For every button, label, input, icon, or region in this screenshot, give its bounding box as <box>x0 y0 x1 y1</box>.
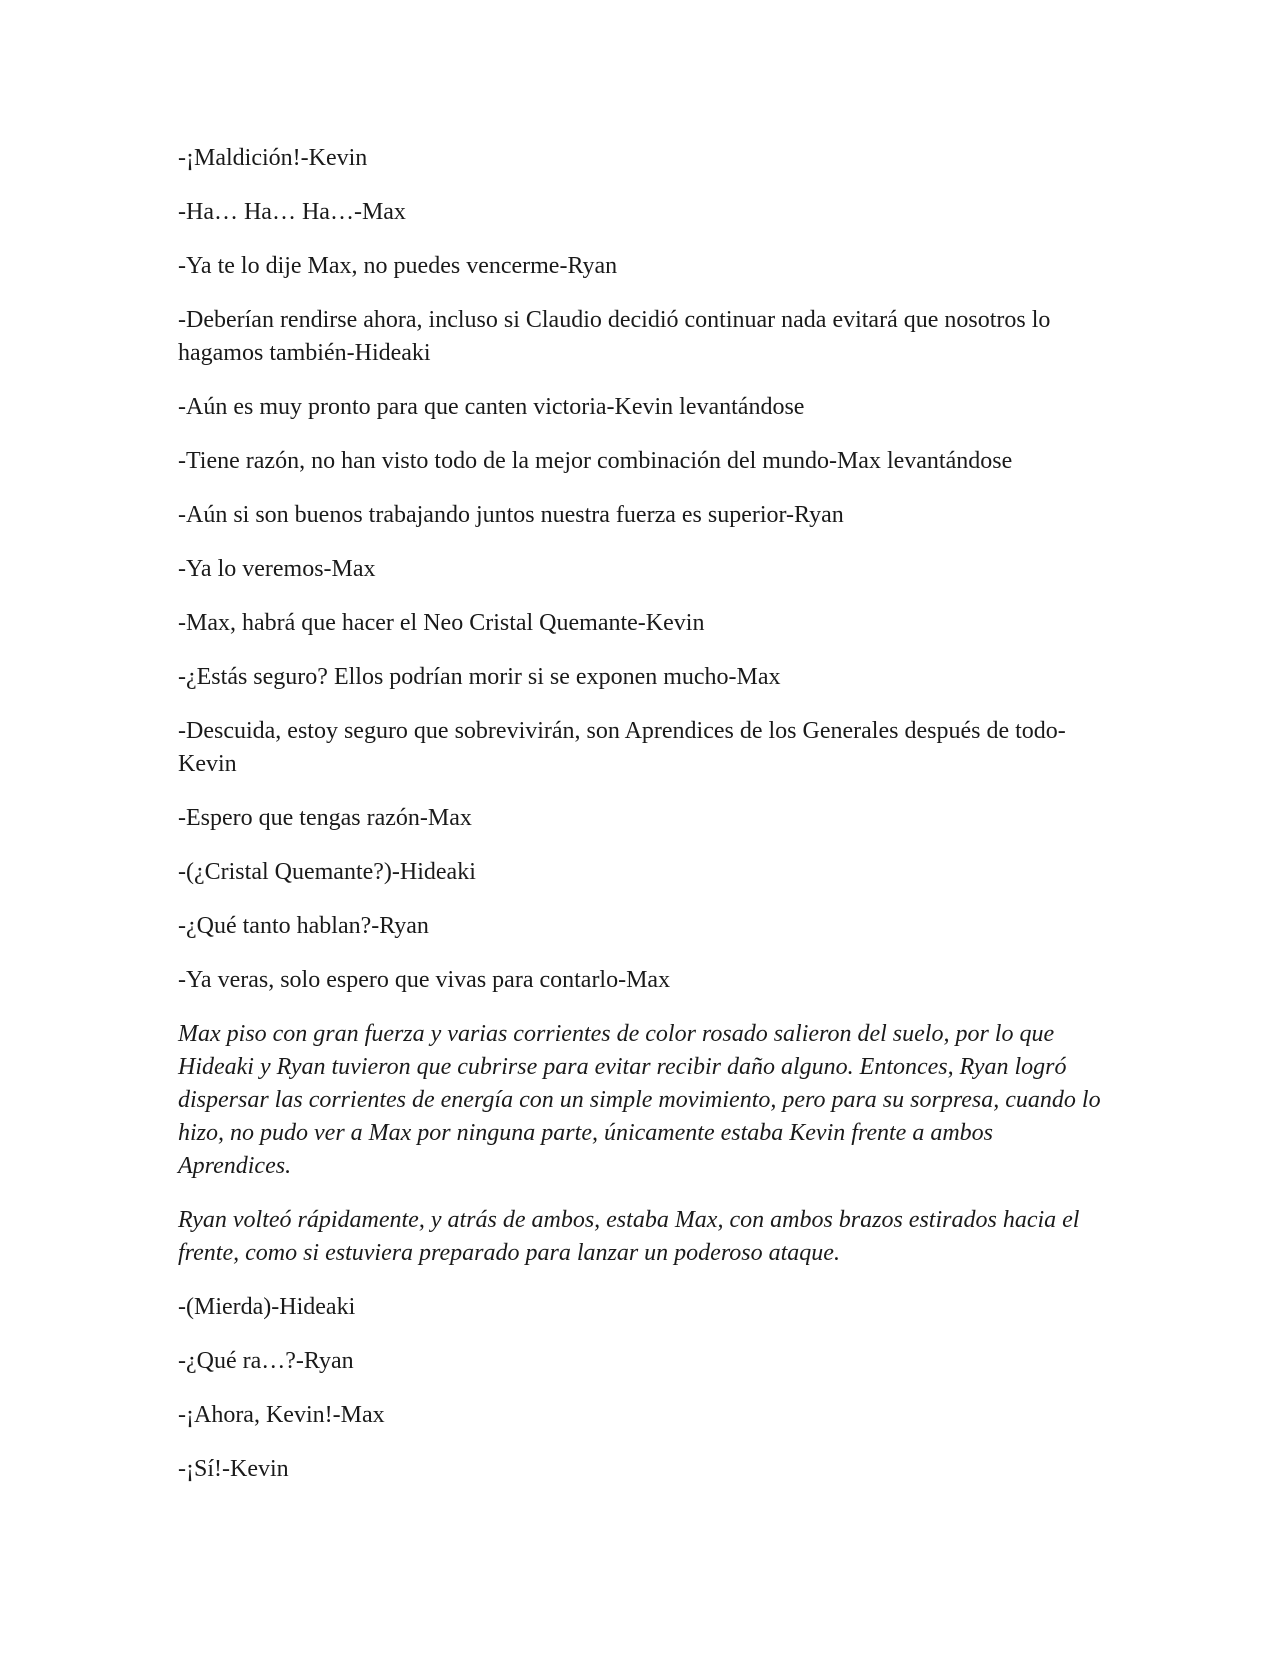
dialogue-line: -Descuida, estoy seguro que sobrevivirán, son Aprendices de los Generales después de todo-Kevin <box>178 718 1066 777</box>
narration-paragraph: Max piso con gran fuerza y varias corrientes de color rosado salieron del suelo, por lo que Hideaki y Ryan tuvieron que cubrirse para evitar recibir daño alguno. Entonces, Ryan logró dispersar las corrientes de energía con un simple movimiento, pero para su sorpresa, cuando lo hizo, no pudo ver a Max por ninguna parte, únicamente estaba Kevin frente a ambos Aprendices. <box>178 1021 1101 1179</box>
dialogue-line: -¡Ahora, Kevin!-Max <box>178 1402 385 1428</box>
dialogue-line: -¿Qué tanto hablan?-Ryan <box>178 913 429 939</box>
dialogue-line: -¡Maldición!-Kevin <box>178 145 368 171</box>
dialogue-line: -Aún es muy pronto para que canten victoria-Kevin levantándose <box>178 394 805 420</box>
narration-paragraph: Ryan volteó rápidamente, y atrás de ambos, estaba Max, con ambos brazos estirados hacia el frente, como si estuviera preparado para lanzar un poderoso ataque. <box>178 1207 1080 1266</box>
dialogue-line: -(Mierda)-Hideaki <box>178 1294 356 1320</box>
dialogue-line: -Aún si son buenos trabajando juntos nuestra fuerza es superior-Ryan <box>178 502 844 528</box>
dialogue-line: -Tiene razón, no han visto todo de la mejor combinación del mundo-Max levantándose <box>178 448 1013 474</box>
dialogue-line: -Max, habrá que hacer el Neo Cristal Quemante-Kevin <box>178 610 705 636</box>
dialogue-line: -(¿Cristal Quemante?)-Hideaki <box>178 859 476 885</box>
dialogue-line: -Espero que tengas razón-Max <box>178 805 472 831</box>
dialogue-line: -Deberían rendirse ahora, incluso si Claudio decidió continuar nada evitará que nosotros lo hagamos también-Hideaki <box>178 307 1051 366</box>
text-column <box>178 142 1108 1507</box>
dialogue-line: -¡Sí!-Kevin <box>178 1456 289 1482</box>
dialogue-line: -¿Qué ra…?-Ryan <box>178 1348 354 1374</box>
dialogue-line: -Ha… Ha… Ha…-Max <box>178 199 406 225</box>
dialogue-line: -Ya te lo dije Max, no puedes vencerme-Ryan <box>178 253 618 279</box>
dialogue-line: -¿Estás seguro? Ellos podrían morir si se exponen mucho-Max <box>178 664 781 690</box>
dialogue-line: -Ya lo veremos-Max <box>178 556 376 582</box>
dialogue-line: -Ya veras, solo espero que vivas para contarlo-Max <box>178 967 671 993</box>
